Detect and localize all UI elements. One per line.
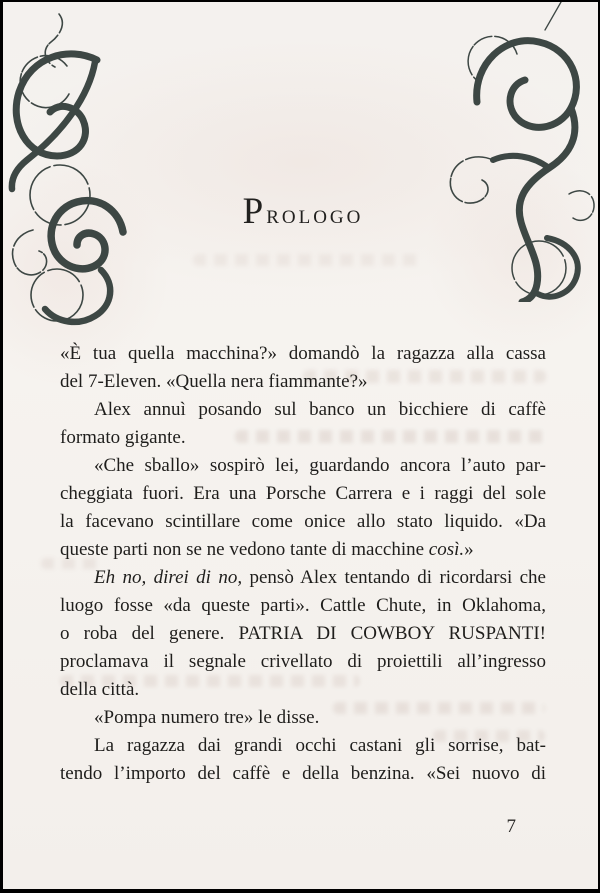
chapter-heading: Prologo <box>242 191 364 232</box>
text-segment: «Che sballo» sospirò lei, guardando ancora l’auto par- <box>94 455 546 476</box>
paragraph <box>60 704 546 732</box>
page-surface <box>3 2 598 889</box>
italic-text: Eh no, direi di no, <box>94 567 243 588</box>
text-line <box>60 480 546 508</box>
text-line <box>60 564 546 592</box>
paragraph <box>60 340 546 396</box>
paragraph <box>60 452 546 564</box>
text-segment: o roba del genere. PATRIA DI COWBOY RUSPANTI! <box>60 623 546 644</box>
text-line <box>60 508 546 536</box>
text-segment: formato gigante. <box>60 427 186 448</box>
text-line <box>60 732 546 760</box>
paragraph <box>60 732 546 788</box>
text-segment: Alex annuì posando sul banco un bicchiere di caffè <box>94 399 546 420</box>
text-line <box>60 592 546 620</box>
corner-flourish-top-right-icon <box>421 2 596 302</box>
text-line <box>60 536 546 564</box>
text-segment: proclamava il segnale crivellato di proiettili all’ingresso <box>60 651 546 672</box>
italic-text: così. <box>428 539 465 560</box>
text-line <box>60 396 546 424</box>
corner-flourish-top-left-icon <box>5 8 140 333</box>
paragraph <box>60 564 546 704</box>
bleed-through-smudge <box>193 254 423 266</box>
text-line <box>60 704 546 732</box>
text-segment: tendo l’importo del caffè e della benzina. «Sei nuovo di <box>60 763 546 784</box>
text-segment: cheggiata fuori. Era una Porsche Carrera e i raggi del sole <box>60 483 546 504</box>
text-segment: queste parti non se ne vedono tante di macchine <box>60 539 429 560</box>
text-line <box>60 340 546 368</box>
text-segment: «È tua quella macchina?» domandò la ragazza alla cassa <box>60 343 546 364</box>
text-line <box>60 620 546 648</box>
page-number: 7 <box>506 816 516 837</box>
text-line <box>60 452 546 480</box>
paragraph <box>60 396 546 452</box>
body-text <box>60 340 546 788</box>
text-segment: La ragazza dai grandi occhi castani gli sorrise, bat- <box>94 735 546 756</box>
text-segment: luogo fosse «da queste parti». Cattle Chute, in Oklahoma, <box>60 595 546 616</box>
text-segment: del 7-Eleven. «Quella nera fiammante?» <box>60 371 368 392</box>
text-line <box>60 676 546 704</box>
text-segment: «Pompa numero tre» le disse. <box>94 707 320 728</box>
text-segment: la facevano scintillare come onice allo stato liquido. «Da <box>60 511 546 532</box>
text-line <box>60 424 546 452</box>
text-segment: » <box>464 539 474 560</box>
text-line <box>60 368 546 396</box>
text-line <box>60 648 546 676</box>
text-line <box>60 760 546 788</box>
text-segment: della città. <box>60 679 140 700</box>
text-segment: pensò Alex tentando di ricordarsi che <box>242 567 546 588</box>
